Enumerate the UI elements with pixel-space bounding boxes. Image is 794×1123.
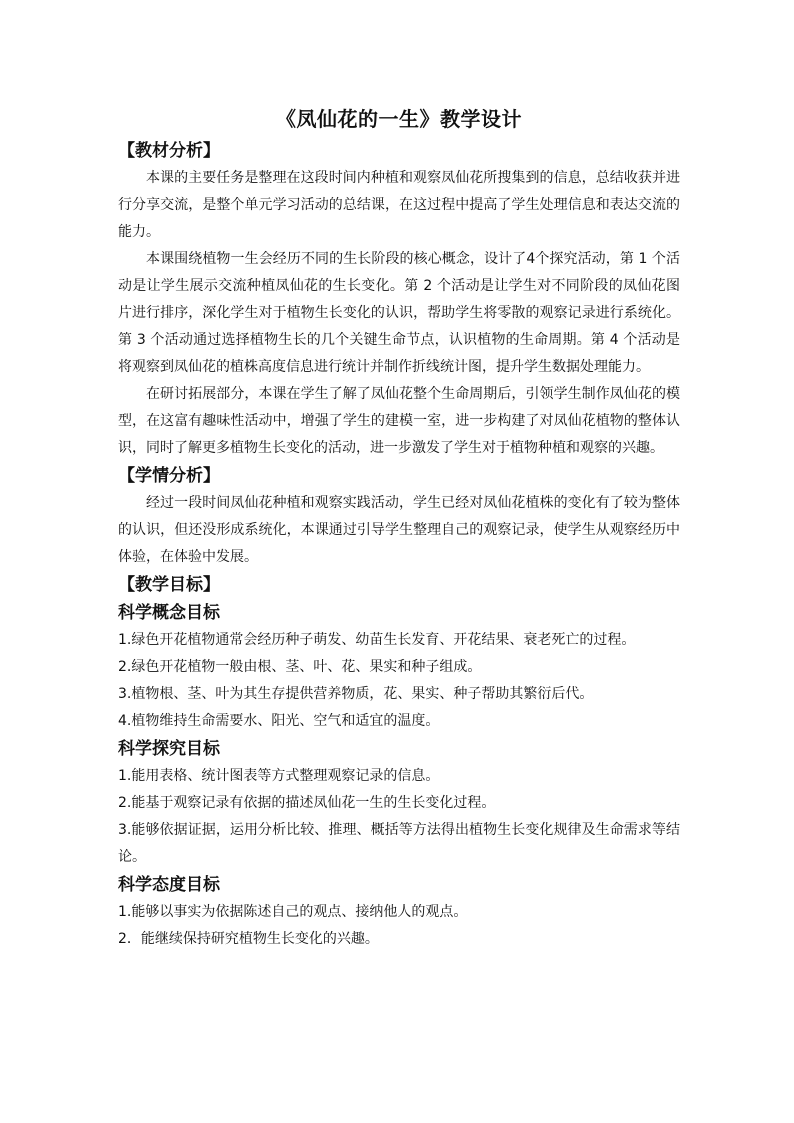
subheading-attitude-goals: 科学态度目标 [118, 875, 220, 895]
section-textbook-analysis [118, 137, 680, 462]
section-heading-students: 【学情分析】 [118, 466, 220, 486]
list-item: 2.绿色开花植物一般由根、茎、叶、花、果实和种子组成。 [118, 659, 482, 675]
list-item: 2．能继续保持研究植物生长变化的兴趣。 [118, 931, 379, 947]
subheading-inquiry-goals: 科学探究目标 [118, 739, 220, 759]
document-title: 《凤仙花的一生》教学设计 [276, 107, 522, 131]
subheading-concept-goals: 科学概念目标 [118, 603, 220, 623]
list-item: 4.植物维持生命需要水、阳光、空气和适宜的温度。 [118, 713, 440, 729]
list-item: 1.能够以事实为依据陈述自己的观点、接纳他人的观点。 [118, 904, 468, 920]
list-item: 1.绿色开花植物通常会经历种子萌发、幼苗生长发育、开花结果、衰老死亡的过程。 [118, 632, 636, 648]
paragraph: 本课的主要任务是整理在这段时间内种植和观察凤仙花所搜集到的信息，总结收获并进行分享交流，是整个单元学习活动的总结课，在这过程中提高了学生处理信息和表达交流的能力。 [118, 170, 680, 240]
paragraph: 经过一段时间凤仙花种植和观察实践活动，学生已经对凤仙花植株的变化有了较为整体的认识，但还没形成系统化，本课通过引导学生整理自己的观察记录，使学生从观察经历中体验，在体验中发展。 [118, 495, 680, 565]
list-item: 3.植物根、茎、叶为其生存提供营养物质，花、果实、种子帮助其繁衍后代。 [118, 686, 594, 702]
list-item: 3.能够依据证据，运用分析比较、推理、概括等方法得出植物生长变化规律及生命需求等结论。 [118, 822, 680, 865]
paragraph: 在研讨拓展部分，本课在学生了解了凤仙花整个生命周期后，引领学生制作凤仙花的模型，在这富有趣味性活动中，增强了学生的建模一室，进一步构建了对凤仙花植物的整体认识，同时了解更多植物生长变化的活动，进一步激发了学生对于植物种植和观察的兴趣。 [118, 386, 680, 456]
section-heading-textbook: 【教材分析】 [118, 141, 220, 161]
list-item: 1.能用表格、统计图表等方式整理观察记录的信息。 [118, 768, 440, 784]
list-item: 2.能基于观察记录有依据的描述凤仙花一生的生长变化过程。 [118, 795, 496, 811]
document-page [118, 103, 680, 953]
section-heading-goals: 【教学目标】 [118, 575, 220, 595]
section-teaching-goals [118, 571, 680, 953]
section-student-analysis [118, 462, 680, 571]
paragraph: 本课围绕植物一生会经历不同的生长阶段的核心概念，设计了4个探究活动，第 1 个活动是让学生展示交流种植凤仙花的生长变化。第 2 个活动是让学生对不同阶段的凤仙花图片进行排序，深化学生对于植物生长变化的认识，帮助学生将零散的观察记录进行系统化。第 3 个活动通过选择植物生长的几个关键生命节点，认识植物的生命周期。第 4 个活动是将观察到凤仙花的植株高度信息进行统计并制作折线统计图，提升学生数据处理能力。 [118, 251, 680, 375]
